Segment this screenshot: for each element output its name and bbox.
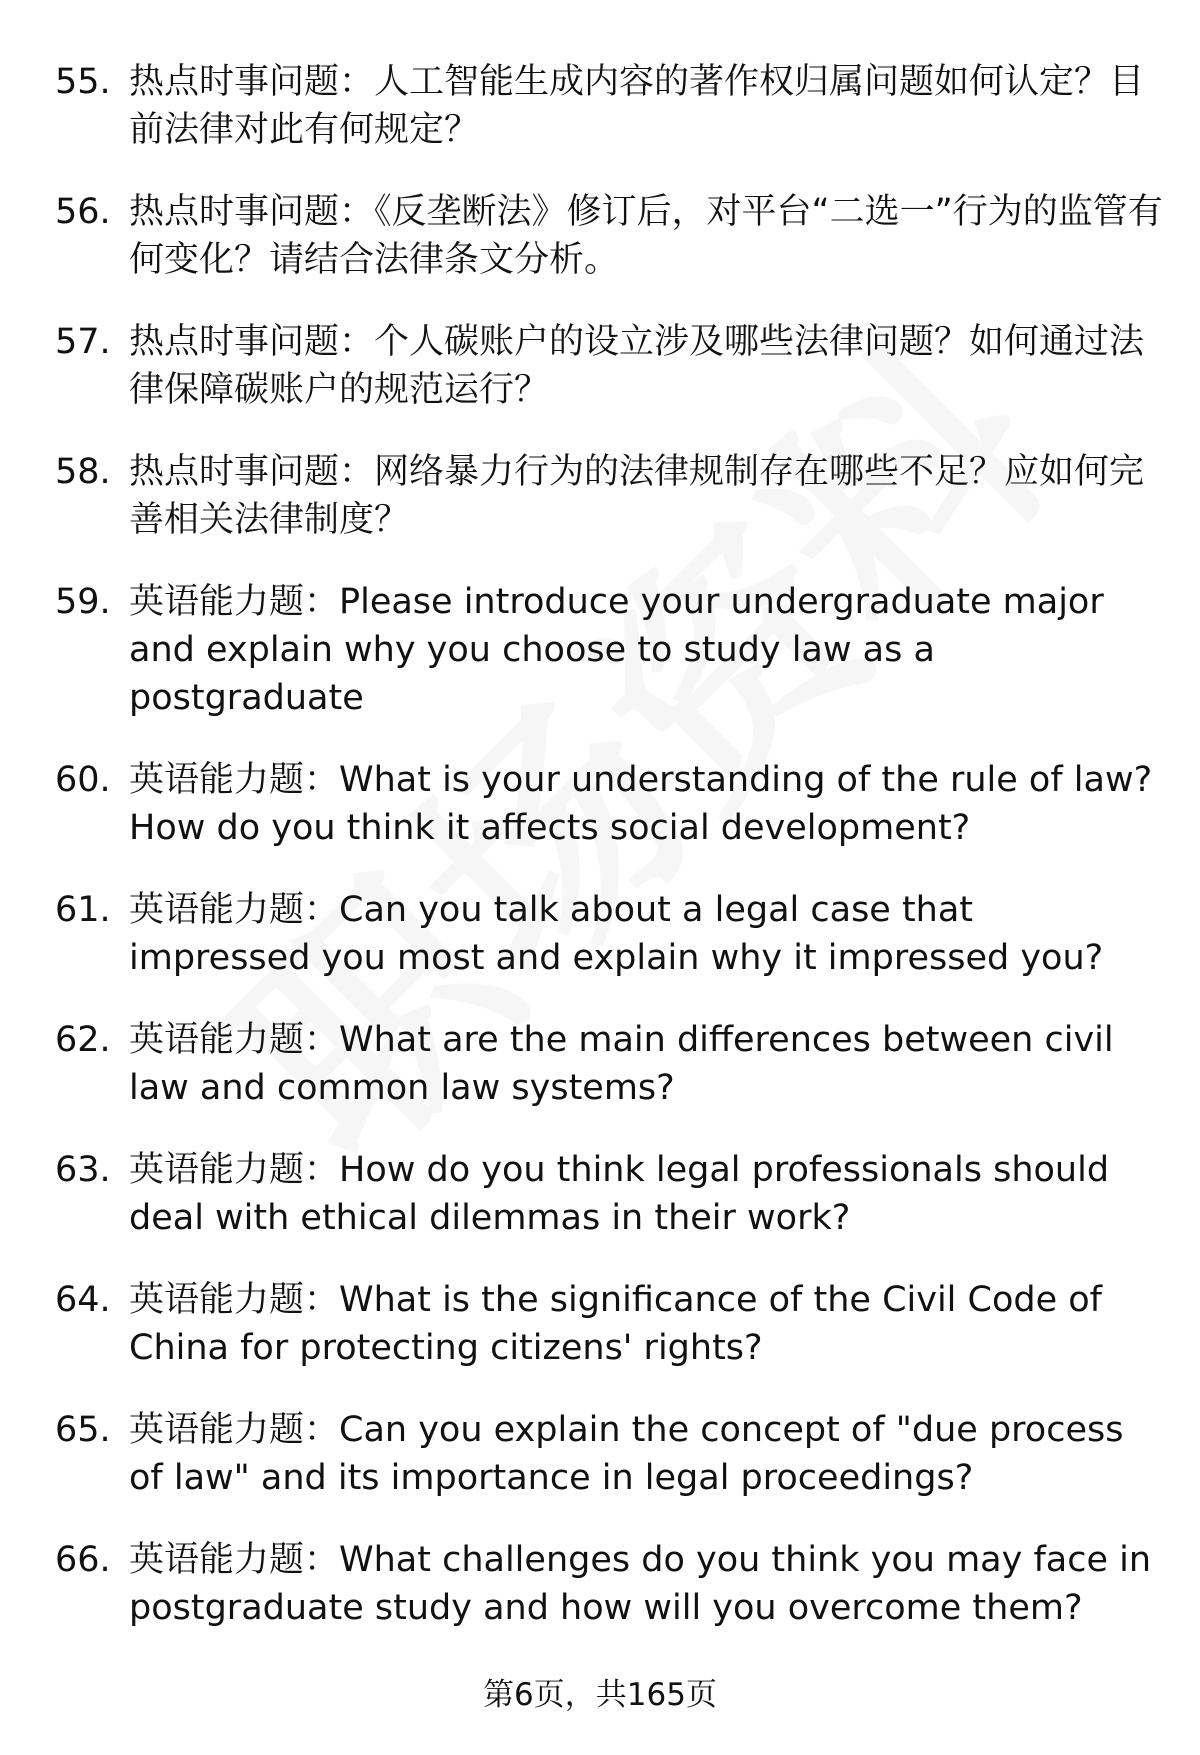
question-item [55,1406,1165,1502]
question-item [55,318,1165,414]
question-text: 英语能力题：Please introduce your undergraduate major and explain why you choose to study law as a postgraduate [129,582,1104,718]
question-item [55,1276,1165,1372]
question-item [55,756,1165,852]
question-text: 英语能力题：What are the main differences between civil law and common law systems? [129,1020,1114,1108]
question-list [55,58,1165,1666]
question-number: 63. [55,1150,111,1190]
question-item [55,1536,1165,1632]
question-item [55,886,1165,982]
question-text: 英语能力题：How do you think legal professionals should deal with ethical dilemmas in their work? [129,1150,1110,1238]
question-number: 64. [55,1280,111,1320]
question-number: 59. [55,582,111,622]
question-number: 55. [55,62,111,102]
question-number: 58. [55,452,111,492]
question-text: 英语能力题：Can you talk about a legal case that impressed you most and explain why it impressed you? [129,890,1104,978]
question-item [55,58,1165,154]
question-item [55,188,1165,284]
question-item [55,578,1165,722]
question-text: 英语能力题：What is your understanding of the rule of law? How do you think it affects social development? [129,760,1153,848]
page-footer: 第6页，共165页 [483,1677,717,1713]
question-number: 61. [55,890,111,930]
question-item [55,1016,1165,1112]
question-number: 62. [55,1020,111,1060]
question-number: 56. [55,192,111,232]
question-item [55,448,1165,544]
question-item [55,1146,1165,1242]
question-number: 60. [55,760,111,800]
question-text: 英语能力题：What challenges do you think you may face in postgraduate study and how will you overcome them? [129,1540,1152,1628]
question-number: 57. [55,322,111,362]
question-text: 热点时事问题：个人碳账户的设立涉及哪些法律问题？如何通过法律保障碳账户的规范运行？ [129,322,1145,410]
question-number: 65. [55,1410,111,1450]
question-text: 英语能力题：Can you explain the concept of "due process of law" and its importance in legal proceedings? [129,1410,1124,1498]
question-number: 66. [55,1540,111,1580]
question-text: 热点时事问题：网络暴力行为的法律规制存在哪些不足？应如何完善相关法律制度？ [129,452,1145,540]
question-text: 热点时事问题：人工智能生成内容的著作权归属问题如何认定？目前法律对此有何规定？ [129,62,1145,150]
question-text: 英语能力题：What is the significance of the Civil Code of China for protecting citizens' rights? [129,1280,1102,1368]
question-text: 热点时事问题：《反垄断法》修订后，对平台“二选一”行为的监管有何变化？请结合法律条文分析。 [129,192,1163,280]
